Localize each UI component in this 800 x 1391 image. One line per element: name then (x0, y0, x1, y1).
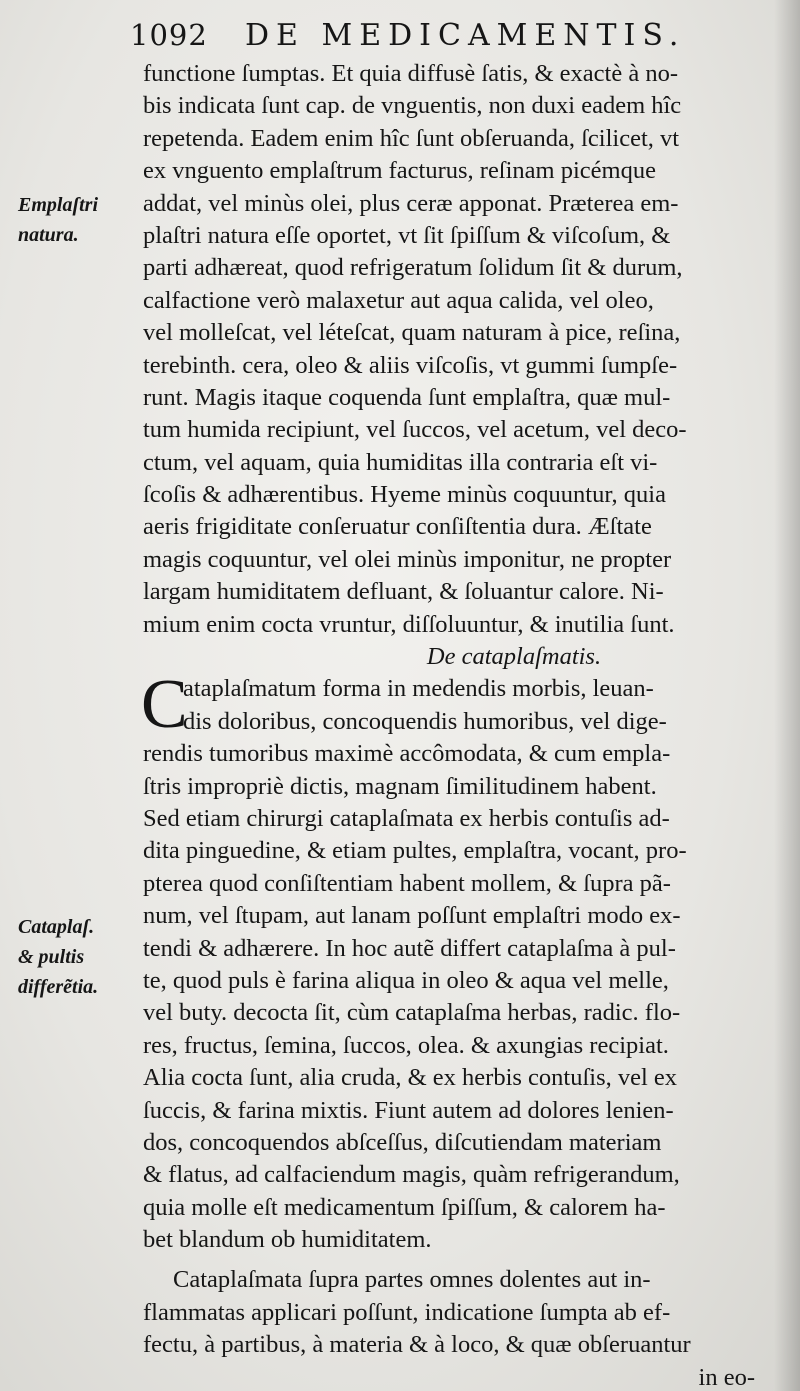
text-line: ex vnguento emplaſtrum facturus, reſinam picémque (143, 157, 656, 185)
text-line: te, quod puls è farina aliqua in oleo & aqua vel melle, (143, 966, 669, 994)
margin-note-line: Emplaſtri (18, 194, 99, 216)
text-line: ataplaſmatum forma in medendis morbis, leuan- (183, 675, 654, 703)
page-number: 1092 (130, 18, 208, 52)
text-line: Sed etiam chirurgi cataplaſmata ex herbis contuſis ad- (143, 804, 670, 832)
text-line: repetenda. Eadem enim hîc ſunt obſeruanda, ſcilicet, vt (143, 124, 680, 152)
text-line: fectu, à partibus, à materia & à loco, & quæ obſeruantur (143, 1331, 691, 1359)
page-header (130, 18, 770, 58)
margin-note-line: Cataplaſ. (18, 916, 95, 938)
body-text (143, 58, 765, 1391)
margin-note-cataplas (18, 912, 138, 1002)
text-line: bet blandum ob humiditatem. (143, 1226, 432, 1254)
text-line: flammatas applicari poſſunt, indicatione ſumpta ab ef- (143, 1298, 671, 1326)
text-line: rendis tumoribus maximè accômodata, & cum empla- (143, 740, 671, 768)
text-line: tum humida recipiunt, vel ſuccos, vel acetum, vel deco- (143, 416, 687, 444)
text-line: runt. Magis itaque coquenda ſunt emplaſtra, quæ mul- (143, 383, 671, 411)
text-line: & flatus, ad calfaciendum magis, quàm refrigerandum, (143, 1161, 680, 1189)
text-line: vel molleſcat, vel léteſcat, quam naturam à pice, reſina, (143, 319, 681, 347)
text-line: calfactione verò malaxetur aut aqua calida, vel oleo, (143, 286, 654, 314)
text-line: largam humiditatem defluant, & ſoluantur calore. Ni- (143, 578, 664, 606)
text-line: dos, concoquendos abſceſſus, diſcutiendam materiam (143, 1128, 662, 1156)
text-line: num, vel ſtupam, aut lanam poſſunt emplaſtri modo ex- (143, 902, 681, 930)
text-line: terebinth. cera, oleo & aliis viſcoſis, vt gummi ſumpſe- (143, 351, 678, 379)
text-line: Alia cocta ſunt, alia cruda, & ex herbis contuſis, vel ex (143, 1064, 678, 1092)
drop-cap: C (141, 666, 188, 744)
text-line: magis coquuntur, vel olei minùs imponitur, ne propter (143, 545, 672, 573)
margin-note-emplastri (18, 190, 138, 250)
text-line: dis doloribus, concoquendis humoribus, vel dige- (183, 707, 667, 735)
text-line: mium enim cocta vruntur, diſſoluuntur, & inutilia ſunt. (143, 610, 675, 638)
text-line: quia molle eſt medicamentum ſpiſſum, & calorem ha- (143, 1193, 666, 1221)
text-line: functione ſumptas. Et quia diffusè ſatis, & exactè à no- (143, 60, 678, 87)
text-line: bis indicata ſunt cap. de vnguentis, non duxi eadem hîc (143, 92, 682, 120)
text-line: vel buty. decocta ſit, cùm cataplaſma herbas, radic. flo- (143, 999, 681, 1027)
text-line: ſtris impropriè dictis, magnam ſimilitudinem habent. (143, 772, 657, 800)
catchword: in eo- (698, 1363, 755, 1391)
margin-note-line: differẽtia. (18, 976, 99, 998)
section-heading: De cataplaſmatis. (426, 643, 602, 671)
text-line: res, fructus, ſemina, ſuccos, olea. & axungias recipiat. (143, 1031, 669, 1059)
running-title: DE MEDICAMENTIS. (245, 18, 686, 53)
text-line: addat, vel minùs olei, plus ceræ apponat. Præterea em- (143, 189, 679, 217)
text-line: pterea quod conſiſtentiam habent mollem, & ſupra pã- (143, 869, 671, 897)
text-line: Cataplaſmata ſupra partes omnes dolentes aut in- (173, 1266, 651, 1294)
text-line: dita pinguedine, & etiam pultes, emplaſtra, vocant, pro- (143, 837, 687, 865)
text-line: ctum, vel aquam, quia humiditas illa contraria eſt vi- (143, 448, 658, 476)
paragraph-cataplasmata (141, 666, 765, 1256)
text-line: plaſtri natura eſſe oportet, vt ſit ſpiſſum & viſcoſum, & (143, 221, 671, 249)
text-line: parti adhæreat, quod refrigeratum ſolidum ſit & durum, (143, 254, 683, 282)
gutter-shadow (774, 0, 800, 1391)
text-line: ſcoſis & adhærentibus. Hyeme minùs coquuntur, quia (143, 481, 666, 509)
text-line: aeris frigiditate conſeruatur conſiſtentia dura. Æſtate (143, 513, 652, 541)
text-line: ſuccis, & farina mixtis. Fiunt autem ad dolores lenien- (143, 1096, 674, 1124)
margin-note-line: natura. (18, 224, 79, 246)
margin-note-line: & pultis (18, 946, 85, 968)
text-line: tendi & adhærere. In hoc autẽ differt cataplaſma à pul- (143, 934, 676, 962)
